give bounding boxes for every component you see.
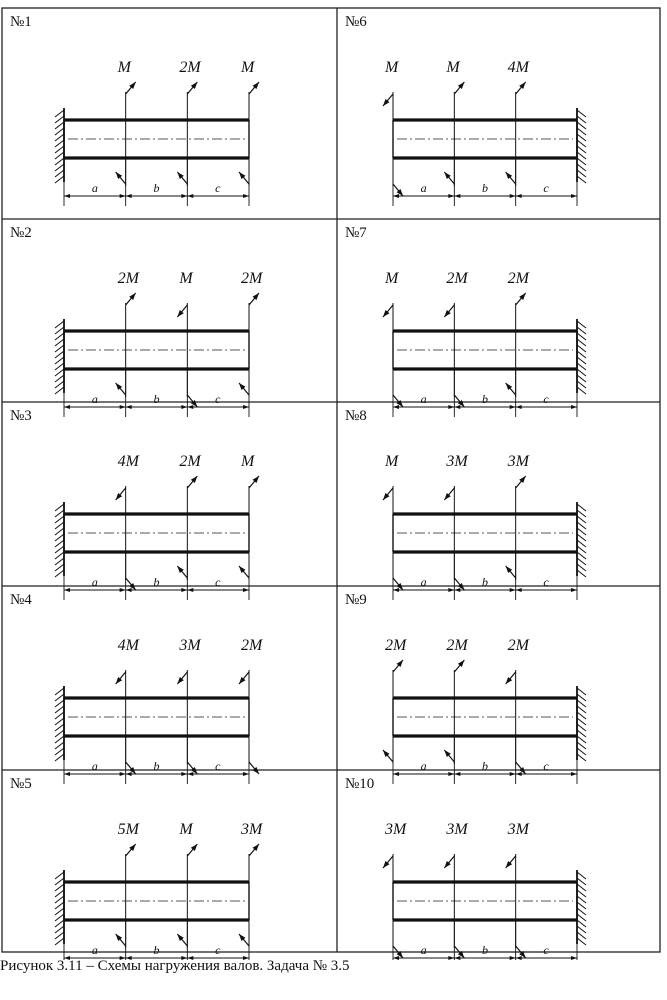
dimension-arrowhead-icon	[448, 588, 454, 592]
segment-label-b: b	[153, 392, 160, 406]
scheme-number: №6	[345, 14, 367, 30]
segment-label-b: b	[153, 943, 160, 957]
torque-moment	[177, 821, 197, 948]
dimension-arrowhead-icon	[126, 405, 132, 409]
dimension-arrowhead-icon	[181, 194, 187, 198]
wall-hatch	[55, 158, 64, 165]
wall-hatch	[577, 730, 586, 737]
moment-label: 3M	[179, 637, 201, 654]
wall-hatch	[55, 872, 64, 879]
wall-hatch	[55, 522, 64, 529]
dimension-arrowhead-icon	[510, 405, 516, 409]
wall-hatch	[55, 339, 64, 346]
torque-moment	[506, 821, 531, 958]
segment-label-c: c	[215, 392, 221, 406]
scheme-number: №7	[345, 225, 367, 241]
wall-hatch	[55, 333, 64, 340]
dimension-arrowhead-icon	[243, 772, 249, 776]
torque-moment	[239, 270, 264, 397]
dimension-arrowhead-icon	[126, 588, 132, 592]
wall-hatch	[577, 546, 586, 553]
wall-hatch	[577, 748, 586, 755]
wall-hatch	[55, 357, 64, 364]
segment-label-a: a	[91, 575, 98, 589]
wall-hatch	[55, 730, 64, 737]
wall-hatch	[577, 381, 586, 388]
wall-hatch	[55, 694, 64, 701]
scheme-number: №2	[10, 225, 32, 241]
dimension-arrowhead-icon	[393, 588, 399, 592]
dimension-arrowhead-icon	[571, 405, 577, 409]
torque-moment	[116, 453, 141, 590]
wall-hatch	[577, 564, 586, 571]
wall-hatch	[577, 706, 586, 713]
torque-moment	[177, 453, 202, 580]
wall-hatch	[577, 510, 586, 517]
wall-hatch	[55, 321, 64, 328]
torque-moment	[444, 270, 469, 407]
moment-label: 2M	[179, 59, 201, 76]
wall-hatch	[55, 706, 64, 713]
dimension-arrowhead-icon	[448, 772, 454, 776]
scheme-number: №10	[345, 776, 375, 792]
moment-label: 3M	[385, 821, 407, 838]
torque-moment	[506, 453, 531, 580]
scheme-7	[345, 225, 586, 417]
wall-hatch	[55, 552, 64, 559]
wall-hatch	[577, 932, 586, 939]
wall-hatch	[577, 742, 586, 749]
wall-hatch	[577, 164, 586, 171]
moment-label: 2M	[446, 637, 468, 654]
dimension-arrowhead-icon	[516, 772, 522, 776]
wall-hatch	[577, 736, 586, 743]
dimension-arrowhead-icon	[243, 588, 249, 592]
dimension-arrowhead-icon	[181, 588, 187, 592]
scheme-6	[345, 14, 586, 206]
wall-hatch	[577, 552, 586, 559]
dimension-arrowhead-icon	[454, 772, 460, 776]
dimension-arrowhead-icon	[571, 194, 577, 198]
scheme-number: №3	[10, 408, 32, 424]
wall-hatch	[55, 504, 64, 511]
wall-hatch	[577, 522, 586, 529]
wall-hatch	[577, 534, 586, 541]
scheme-number: №9	[345, 592, 367, 608]
wall-hatch	[577, 570, 586, 577]
wall-hatch	[577, 754, 586, 761]
wall-hatch	[55, 884, 64, 891]
wall-hatch	[577, 712, 586, 719]
segment-label-b: b	[153, 575, 160, 589]
wall-hatch	[55, 540, 64, 547]
segment-label-a: a	[91, 943, 98, 957]
moment-label: M	[241, 453, 255, 470]
wall-hatch	[55, 375, 64, 382]
dimension-arrowhead-icon	[516, 194, 522, 198]
moment-label: M	[179, 821, 193, 838]
wall-hatch	[55, 742, 64, 749]
dimension-arrowhead-icon	[120, 194, 126, 198]
wall-hatch	[577, 339, 586, 346]
wall-hatch	[577, 357, 586, 364]
moment-label: M	[385, 59, 399, 76]
torque-moment	[116, 637, 141, 774]
dimension-arrowhead-icon	[448, 956, 454, 960]
wall-hatch	[55, 363, 64, 370]
wall-hatch	[577, 387, 586, 394]
moment-label: M	[385, 270, 399, 287]
wall-hatch	[55, 170, 64, 177]
moment-label: 2M	[179, 453, 201, 470]
segment-label-a: a	[91, 181, 98, 195]
dimension-arrowhead-icon	[120, 772, 126, 776]
wall-hatch	[55, 176, 64, 183]
wall-hatch	[577, 128, 586, 135]
wall-hatch	[577, 504, 586, 511]
dimension-arrowhead-icon	[120, 588, 126, 592]
dimension-arrowhead-icon	[516, 588, 522, 592]
dimension-arrowhead-icon	[454, 588, 460, 592]
wall-hatch	[55, 938, 64, 945]
wall-hatch	[577, 152, 586, 159]
wall-hatch	[55, 932, 64, 939]
wall-hatch	[577, 351, 586, 358]
dimension-arrowhead-icon	[393, 405, 399, 409]
wall-hatch	[577, 938, 586, 945]
segment-label-c: c	[215, 181, 221, 195]
dimension-arrowhead-icon	[187, 772, 193, 776]
dimension-arrowhead-icon	[510, 772, 516, 776]
wall-hatch	[55, 110, 64, 117]
moment-label: M	[446, 59, 460, 76]
wall-hatch	[577, 694, 586, 701]
dimension-arrowhead-icon	[448, 194, 454, 198]
wall-hatch	[55, 908, 64, 915]
dimension-arrowhead-icon	[243, 194, 249, 198]
dimension-arrowhead-icon	[64, 772, 70, 776]
segment-label-b: b	[482, 943, 488, 957]
moment-label: 3M	[446, 821, 468, 838]
moment-label: 3M	[241, 821, 263, 838]
segment-label-c: c	[543, 392, 549, 406]
wall-hatch	[55, 327, 64, 334]
wall-hatch	[55, 700, 64, 707]
segment-label-a: a	[420, 943, 427, 957]
wall-hatch	[577, 914, 586, 921]
wall-hatch	[577, 528, 586, 535]
wall-hatch	[577, 540, 586, 547]
wall-hatch	[55, 140, 64, 147]
wall-hatch	[55, 896, 64, 903]
wall-hatch	[55, 387, 64, 394]
wall-hatch	[577, 116, 586, 123]
wall-hatch	[577, 110, 586, 117]
segment-label-a: a	[420, 759, 427, 773]
dimension-arrowhead-icon	[393, 956, 399, 960]
dimension-arrowhead-icon	[516, 405, 522, 409]
wall-hatch	[55, 902, 64, 909]
segment-label-c: c	[543, 575, 549, 589]
moment-label: M	[117, 59, 131, 76]
wall-hatch	[55, 546, 64, 553]
wall-hatch	[55, 736, 64, 743]
torque-moment	[177, 270, 197, 407]
wall-hatch	[577, 134, 586, 141]
wall-hatch	[55, 558, 64, 565]
wall-hatch	[577, 908, 586, 915]
dimension-arrowhead-icon	[181, 405, 187, 409]
segment-label-c: c	[543, 181, 549, 195]
dimension-arrowhead-icon	[454, 956, 460, 960]
scheme-number: №5	[10, 776, 32, 792]
dimension-arrowhead-icon	[120, 405, 126, 409]
moment-label: 4M	[117, 637, 139, 654]
dimension-arrowhead-icon	[571, 772, 577, 776]
wall-hatch	[577, 369, 586, 376]
wall-hatch	[577, 878, 586, 885]
torque-moment	[444, 59, 464, 186]
dimension-arrowhead-icon	[454, 405, 460, 409]
scheme-3	[10, 408, 259, 600]
scheme-8	[345, 408, 586, 600]
wall-hatch	[55, 164, 64, 171]
dimension-arrowhead-icon	[448, 405, 454, 409]
wall-hatch	[577, 176, 586, 183]
wall-hatch	[577, 122, 586, 129]
moment-label: 3M	[446, 453, 468, 470]
wall-hatch	[55, 564, 64, 571]
segment-label-c: c	[543, 759, 549, 773]
segment-label-c: c	[215, 759, 221, 773]
wall-hatch	[55, 688, 64, 695]
dimension-arrowhead-icon	[64, 194, 70, 198]
moment-label: 3M	[507, 453, 529, 470]
wall-hatch	[55, 134, 64, 141]
wall-hatch	[577, 884, 586, 891]
torque-moment	[239, 821, 264, 948]
torque-moment	[444, 453, 469, 590]
wall-hatch	[55, 754, 64, 761]
scheme-10	[345, 776, 586, 960]
moment-label: M	[385, 453, 399, 470]
wall-hatch	[577, 321, 586, 328]
dimension-arrowhead-icon	[126, 772, 132, 776]
wall-hatch	[577, 896, 586, 903]
torque-moment	[383, 270, 403, 407]
wall-hatch	[577, 926, 586, 933]
wall-hatch	[55, 528, 64, 535]
scheme-2	[10, 225, 264, 417]
wall-hatch	[55, 152, 64, 159]
torque-moment	[506, 270, 531, 397]
wall-hatch	[577, 718, 586, 725]
wall-hatch	[55, 345, 64, 352]
torque-moment	[383, 453, 403, 590]
moment-label: M	[241, 59, 255, 76]
dimension-arrowhead-icon	[393, 772, 399, 776]
moment-label: 2M	[241, 637, 263, 654]
wall-hatch	[577, 170, 586, 177]
dimension-arrowhead-icon	[393, 194, 399, 198]
segment-label-b: b	[482, 759, 488, 773]
torque-moment	[239, 59, 259, 186]
scheme-4	[10, 592, 264, 784]
torque-moment	[239, 453, 259, 580]
segment-label-c: c	[543, 943, 549, 957]
wall-hatch	[577, 333, 586, 340]
moment-label: 5M	[117, 821, 139, 838]
wall-hatch	[577, 146, 586, 153]
wall-hatch	[55, 926, 64, 933]
wall-hatch	[577, 688, 586, 695]
torque-moment	[383, 59, 403, 196]
dimension-arrowhead-icon	[64, 588, 70, 592]
wall-hatch	[577, 375, 586, 382]
segment-label-b: b	[482, 181, 488, 195]
wall-hatch	[577, 920, 586, 927]
segment-label-a: a	[420, 392, 427, 406]
dimension-arrowhead-icon	[64, 405, 70, 409]
wall-hatch	[577, 345, 586, 352]
dimension-arrowhead-icon	[243, 405, 249, 409]
moment-label: 3M	[507, 821, 529, 838]
segment-label-b: b	[153, 759, 160, 773]
moment-label: M	[179, 270, 193, 287]
scheme-number: №1	[10, 14, 32, 30]
wall-hatch	[577, 872, 586, 879]
segment-label-c: c	[215, 943, 221, 957]
torque-moment	[239, 637, 264, 774]
segment-label-a: a	[91, 392, 98, 406]
dimension-arrowhead-icon	[510, 956, 516, 960]
dimension-arrowhead-icon	[510, 588, 516, 592]
moment-label: 2M	[117, 270, 139, 287]
dimension-arrowhead-icon	[187, 405, 193, 409]
scheme-1	[10, 14, 259, 206]
wall-hatch	[577, 158, 586, 165]
dimension-arrowhead-icon	[516, 956, 522, 960]
figure-caption: Рисунок 3.11 – Схемы нагружения валов. Задача № 3.5	[0, 958, 350, 974]
torque-moment	[116, 821, 141, 948]
dimension-arrowhead-icon	[510, 194, 516, 198]
wall-hatch	[55, 128, 64, 135]
wall-hatch	[55, 510, 64, 517]
moment-label: 2M	[507, 637, 529, 654]
segment-label-b: b	[153, 181, 160, 195]
wall-hatch	[55, 146, 64, 153]
scheme-5	[10, 776, 264, 960]
moment-label: 4M	[507, 59, 529, 76]
moment-label: 2M	[241, 270, 263, 287]
dimension-arrowhead-icon	[571, 956, 577, 960]
segment-label-a: a	[420, 181, 427, 195]
scheme-number: №4	[10, 592, 32, 608]
wall-hatch	[55, 748, 64, 755]
wall-hatch	[55, 369, 64, 376]
segment-label-a: a	[420, 575, 427, 589]
wall-hatch	[55, 920, 64, 927]
torque-moment	[444, 821, 469, 958]
torque-moment	[116, 59, 136, 186]
torque-moment	[383, 821, 408, 958]
grid-border	[2, 8, 660, 952]
wall-hatch	[55, 122, 64, 129]
wall-hatch	[577, 516, 586, 523]
wall-hatch	[55, 718, 64, 725]
scheme-9	[345, 592, 586, 784]
torque-moment	[177, 59, 202, 186]
wall-hatch	[55, 516, 64, 523]
scheme-number: №8	[345, 408, 367, 424]
wall-hatch	[55, 534, 64, 541]
wall-hatch	[577, 363, 586, 370]
wall-hatch	[55, 116, 64, 123]
dimension-arrowhead-icon	[187, 588, 193, 592]
torque-moment	[177, 637, 202, 774]
wall-hatch	[577, 700, 586, 707]
wall-hatch	[55, 381, 64, 388]
wall-hatch	[55, 914, 64, 921]
dimension-arrowhead-icon	[181, 772, 187, 776]
wall-hatch	[577, 327, 586, 334]
wall-hatch	[55, 570, 64, 577]
wall-hatch	[577, 140, 586, 147]
segment-label-a: a	[91, 759, 98, 773]
wall-hatch	[577, 890, 586, 897]
wall-hatch	[55, 712, 64, 719]
moment-label: 2M	[507, 270, 529, 287]
dimension-arrowhead-icon	[454, 194, 460, 198]
wall-hatch	[55, 351, 64, 358]
torque-moment	[506, 59, 531, 186]
torque-moment	[383, 637, 408, 764]
torque-moment	[506, 637, 531, 774]
dimension-arrowhead-icon	[187, 194, 193, 198]
wall-hatch	[577, 558, 586, 565]
segment-label-b: b	[482, 392, 488, 406]
moment-label: 4M	[117, 453, 139, 470]
moment-label: 2M	[446, 270, 468, 287]
segment-label-c: c	[215, 575, 221, 589]
moment-label: 2M	[385, 637, 407, 654]
wall-hatch	[55, 890, 64, 897]
wall-hatch	[55, 878, 64, 885]
segment-label-b: b	[482, 575, 488, 589]
wall-hatch	[55, 724, 64, 731]
torque-moment	[116, 270, 141, 397]
wall-hatch	[577, 902, 586, 909]
wall-hatch	[577, 724, 586, 731]
dimension-arrowhead-icon	[126, 194, 132, 198]
torque-moment	[444, 637, 469, 764]
dimension-arrowhead-icon	[571, 588, 577, 592]
